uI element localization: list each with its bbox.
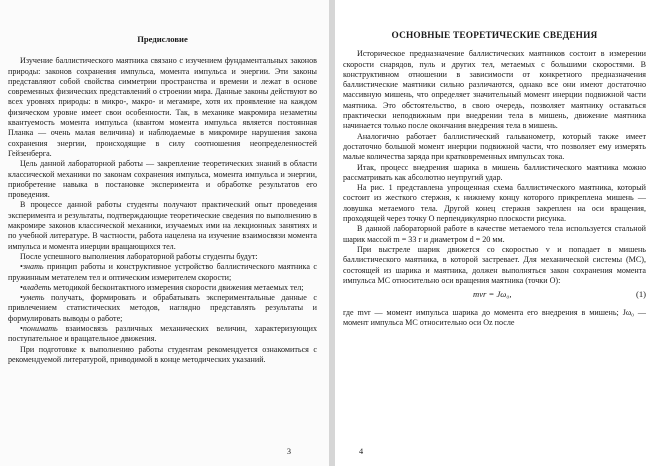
right-paragraph-3: Итак, процесс внедрения шарика в мишень баллистического маятника можно рассматривать как абсолютно неупругий удар. bbox=[343, 162, 646, 182]
outcome-item-master: •владеть методикой бесконтактного измерения скорости движения метаемых тел; bbox=[20, 282, 304, 292]
outcome-lead: понимать bbox=[22, 324, 58, 334]
outcome-item-know: •знать принцип работы и конструктивное устройство баллистического маятника с пружинным метателем тел и оптическим измерителем скорости; bbox=[8, 262, 317, 282]
outcome-lead: знать bbox=[22, 262, 44, 272]
right-paragraph-4: На рис. 1 представлена упрощенная схема баллистического маятника, который состоит из жесткого стержня, к нижнему концу которого прикреплена мишень — ловушка метаемого тела. Другой конец стержня закреплен на оси вращения, проходящей через точку O перпендикулярно плоскости рисунка. bbox=[343, 183, 646, 224]
page-number: 3 bbox=[286, 446, 291, 456]
left-paragraph-2: Цель данной лабораторной работы — закрепление теоретических знаний в области классической механики по законам сохранения импульса, момента импульса и энергии, приобретение навыка в постановке эксперимента и обработке результатов его проведения. bbox=[8, 159, 317, 200]
right-paragraph-5: В данной лабораторной работе в качестве метаемого тела используется стальной шарик массой m = 33 г и диаметром d = 20 мм. bbox=[343, 224, 646, 244]
left-page bbox=[0, 0, 329, 466]
outcome-lead: уметь bbox=[22, 293, 45, 303]
outcome-text: получать, формировать и обрабатывать экспериментальные данные с привлечением статистических методов, наглядно представлять результаты и формулировать выводы о работе; bbox=[8, 293, 317, 323]
outcome-text: методикой бесконтактного измерения скорости движения метаемых тел; bbox=[51, 282, 304, 292]
left-paragraph-3: В процессе данной работы студенты получают практический опыт проведения эксперимента и результаты, подтверждающие теоретические сведения по выполнению в макромире законов классической механики, изучаемых ими на лекционных занятиях и по учебной литературе. В частности, работа нацелена на изучение взаимосвязи момента импульса и момента инерции вращающихся тел. bbox=[8, 200, 317, 251]
right-paragraph-1: Историческое предназначение баллистических маятников состоит в измерении скорости снарядов, пуль и других тел, метаемых с большими скоростями. В конструктивном отношении в зависимости от конкретного предназначения баллистические маятники сильно различаются, однако все они имеют достаточно массивную мишень, что определяет значительный момент инерции подвижной части маятника. Это обстоятельство, в свою очередь, позволяет маятнику оставаться практически неподвижным при внедрении тела в мишень, движение маятника начинается только после окончания внедрения тела в мишень. bbox=[343, 49, 646, 131]
outcome-item-understand: •понимать взаимосвязь различных механических величин, характеризующих поступательное и вращательное движения. bbox=[8, 324, 317, 344]
left-closing-paragraph: При подготовке к выполнению работы студентам рекомендуется ознакомиться с рекомендуемой литературой, приводимой в конце методических указаний. bbox=[8, 344, 317, 364]
outcome-text: принцип работы и конструктивное устройство баллистического маятника с пружинным метателем тел и оптическим измерителем скорости; bbox=[8, 262, 317, 282]
right-paragraph-6: При выстреле шарик движется со скоростью v и попадает в мишень баллистического маятника, в которой застревает. Для механической системы (МС), состоящей из шарика и маятника, должен выполняться закон сохранения момента импульса МС относительно оси вращения маятника (точки O): bbox=[343, 244, 646, 285]
outcome-text: взаимосвязь различных механических величин, характеризующих поступательное и вращательное движения. bbox=[8, 324, 317, 344]
right-page bbox=[335, 0, 666, 466]
equation-expression: mvr = Jω₀, bbox=[473, 289, 512, 300]
outcome-lead: владеть bbox=[22, 282, 52, 292]
page-number: 4 bbox=[359, 446, 364, 456]
equation-1 bbox=[343, 288, 646, 302]
section-heading: ОСНОВНЫЕ ТЕОРЕТИЧЕСКИЕ СВЕДЕНИЯ bbox=[391, 31, 598, 41]
right-paragraph-2: Аналогично работает баллистический гальванометр, который также имеет достаточно большой момент инерции подвижной части, что позволяет ему измерять малые количества заряда при кратковременных импульсах тока. bbox=[343, 131, 646, 162]
left-paragraph-1: Изучение баллистического маятника связано с изучением фундаментальных законов природы: законов сохранения импульса, момента импульса и энергии. Эти законы представляют собой свойства симметрии пространства и времени и лежат в основе современных физических представлений о строении мира. Данные законы действуют во всех уровнях природы: в микро-, макро- и мегамире, хотя их проявление на каждом физическом уровне имеет свои особенности. Так, в механике макромира незаметны квантуемость момента импульса (квантом момента импульса является постоянная Планка — очень малая величина) и наблюдаемые в микромире нарушения закона сохранения энергии, происходящие в силу соотношения неопределенностей Гейзенберга. bbox=[8, 56, 317, 158]
equation-number: (1) bbox=[635, 289, 646, 300]
left-paragraph-4: После успешного выполнения лабораторной работы студенты будут: bbox=[20, 251, 258, 261]
preface-heading: Предисловие bbox=[137, 34, 188, 44]
outcome-item-able: •уметь получать, формировать и обрабатывать экспериментальные данные с привлечением статистических методов, наглядно представлять результаты и формулировать выводы о работе; bbox=[8, 293, 317, 323]
right-after-formula: где mvr — момент импульса шарика до момента его внедрения в мишень; Jω₀ — момент импульса МС относительно оси Oz после bbox=[343, 308, 646, 328]
